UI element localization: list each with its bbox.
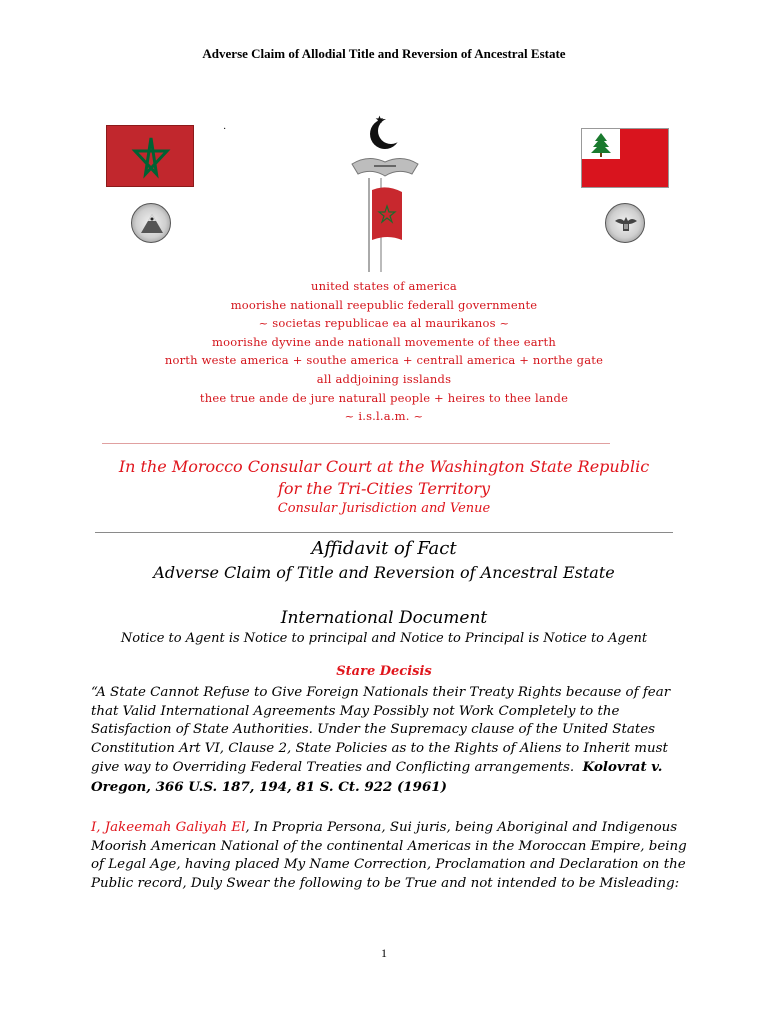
document-header-title: Adverse Claim of Allodial Title and Reversion of Ancestral Estate <box>202 46 566 61</box>
international-document-heading: International Document <box>280 608 488 628</box>
quote-line: Satisfaction of State Authorities. Under the Supremacy clause of the United States <box>91 722 656 737</box>
page-number: 1 <box>381 946 387 960</box>
divider <box>95 532 673 533</box>
crescent-icon <box>370 116 404 149</box>
morocco-flag-icon <box>106 125 194 187</box>
pine-tree-flag-icon <box>581 128 669 188</box>
case-citation: Kolovrat v. <box>582 759 663 775</box>
pyramid-seal-icon <box>131 203 171 243</box>
gothic-line: north weste america + southe america + centrall america + northe gate <box>164 353 604 368</box>
moorish-nation-heading <box>0 277 768 426</box>
stare-decisis-heading: Stare Decisis <box>336 664 432 679</box>
gothic-line: united states of america <box>311 279 457 293</box>
stray-dot: · <box>223 124 227 135</box>
stare-decisis-quote <box>91 684 683 796</box>
affidavit-subtitle: Adverse Claim of Title and Reversion of Ancestral Estate <box>153 563 615 582</box>
declarant-name: I, Jakeemah Galiyah El <box>91 820 246 835</box>
quote-line: “A State Cannot Refuse to Give Foreign Nationals their Treaty Rights because of fear <box>91 685 671 700</box>
divider <box>102 443 610 444</box>
moorish-emblem <box>340 112 430 272</box>
quote-text: give way to Overriding Federal Treaties and Conflicting arrangements. <box>91 760 575 775</box>
declaration-line: Moorish American National of the continental Americas in the Moroccan Empire, being <box>91 838 687 854</box>
declaration-text: , In Propria Persona, Sui juris, being Aboriginal and Indigenous <box>245 820 678 835</box>
flag-on-pole-icon <box>368 178 402 272</box>
declaration-line: of Legal Age, having placed My Name Correction, Proclamation and Declaration on the <box>91 857 686 872</box>
quote-line: that Valid International Agreements May Possibly not Work Completely to the <box>91 703 620 719</box>
quote-line: Constitution Art VI, Clause 2, State Policies as to the Rights of Aliens to Inherit must <box>91 740 668 756</box>
declaration-line: Public record, Duly Swear the following to be True and not intended to be Misleading: <box>91 875 680 891</box>
declaration-line <box>91 819 683 838</box>
gothic-line: moorishe dyvine ande nationall movemente of thee earth <box>212 334 556 349</box>
court-jurisdiction: Consular Jurisdiction and Venue <box>277 501 491 516</box>
quote-line <box>91 758 683 778</box>
handshake-icon <box>352 158 418 176</box>
court-title-line2: for the Tri-Cities Territory <box>277 479 491 498</box>
gothic-line: thee true ande de jure naturall people + heires to thee lande <box>199 390 569 405</box>
gothic-line: ~ i.s.l.a.m. ~ <box>344 409 424 424</box>
court-title-line1: In the Morocco Consular Court at the Washington State Republic <box>118 457 650 476</box>
case-citation: Oregon, 366 U.S. 187, 194, 81 S. Ct. 922 (1961) <box>91 778 447 795</box>
notice-line: Notice to Agent is Notice to principal and Notice to Principal is Notice to Agent <box>120 631 648 646</box>
eagle-seal-icon <box>605 203 645 243</box>
gothic-line: ~ societas republicae ea al maurikanos ~ <box>258 316 510 331</box>
gothic-line: all addjoining isslands <box>316 371 452 386</box>
affidavit-title: Affidavit of Fact <box>311 538 457 559</box>
declaration-paragraph <box>91 819 687 893</box>
gothic-line: moorishe nationall reepublic federall governmente <box>230 297 538 312</box>
